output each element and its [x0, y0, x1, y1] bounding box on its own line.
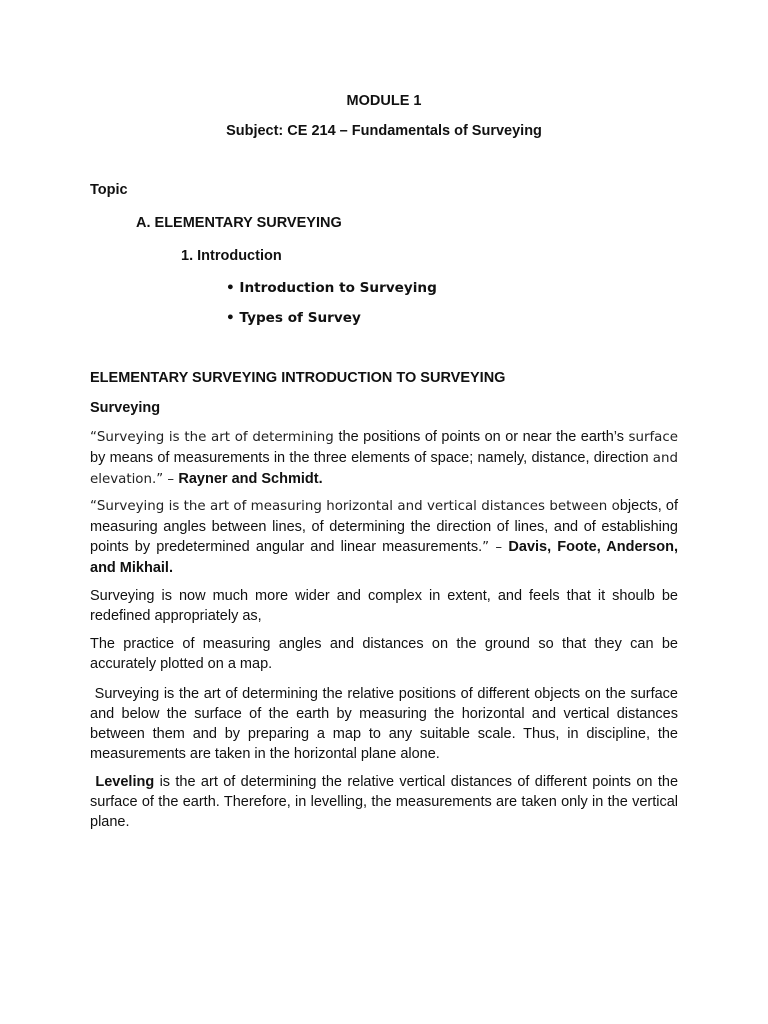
body-subheading: Surveying: [90, 400, 161, 416]
leveling-paragraph: [90, 772, 678, 832]
quote-text: bjects, of measuring angles between lines, of determining the direction of lines, and of establishing points by predetermined angular and linear measurements.: [90, 498, 678, 555]
paragraph: The practice of measuring angles and distances on the ground so that they can be accurately plotted on a map.: [90, 636, 678, 672]
module-title: MODULE 1: [346, 93, 422, 109]
quote-text: “Surveying is the art of measuring horizontal and vertical distances between o: [90, 499, 620, 514]
paragraph: Surveying is the art of determining the relative positions of different objects on the surface and below the surface of the earth by measuring the horizontal and vertical distances between them and by preparing a map to any suitable scale. Thus, in discipline, the measurements are taken in the horizontal plane alone.: [90, 686, 683, 762]
topic-label: Topic: [90, 182, 128, 198]
quote-text: the positions of points on or near the earth’s: [338, 429, 629, 445]
quote-text: and elevation.” –: [90, 451, 678, 487]
leveling-term: Leveling: [95, 774, 155, 790]
bullet-item: • Introduction to Surveying: [226, 280, 437, 296]
quote-rayner-schmidt: [90, 427, 678, 490]
section-title: A. ELEMENTARY SURVEYING: [136, 215, 342, 231]
quote-text: ” –: [482, 540, 509, 555]
quote-attribution: Davis, Foote, Anderson, and Mikhail.: [90, 539, 678, 576]
body-heading: ELEMENTARY SURVEYING INTRODUCTION TO SURVEYING: [90, 370, 506, 386]
paragraph: Surveying is now much more wider and complex in extent, and feels that it shoulb be redefined appropriately as,: [90, 588, 678, 624]
bullet-item: • Types of Survey: [226, 310, 361, 326]
quote-text: surface: [628, 430, 678, 445]
paragraph-text: is the art of determining the relative vertical distances of different points on the surface of the earth. Therefore, in levelling, the measurements are taken only in the vertical plane.: [90, 774, 679, 830]
subject-title: Subject: CE 214 – Fundamentals of Surveying: [226, 123, 542, 139]
quote-davis: [90, 496, 678, 578]
quote-text: by means of measurements in the three elements of space; namely, distance, direction: [90, 450, 653, 466]
quote-text: “Surveying is the art of determining: [90, 430, 339, 445]
subsection-title: 1. Introduction: [181, 248, 282, 264]
quote-attribution: Rayner and Schmidt.: [178, 471, 323, 487]
